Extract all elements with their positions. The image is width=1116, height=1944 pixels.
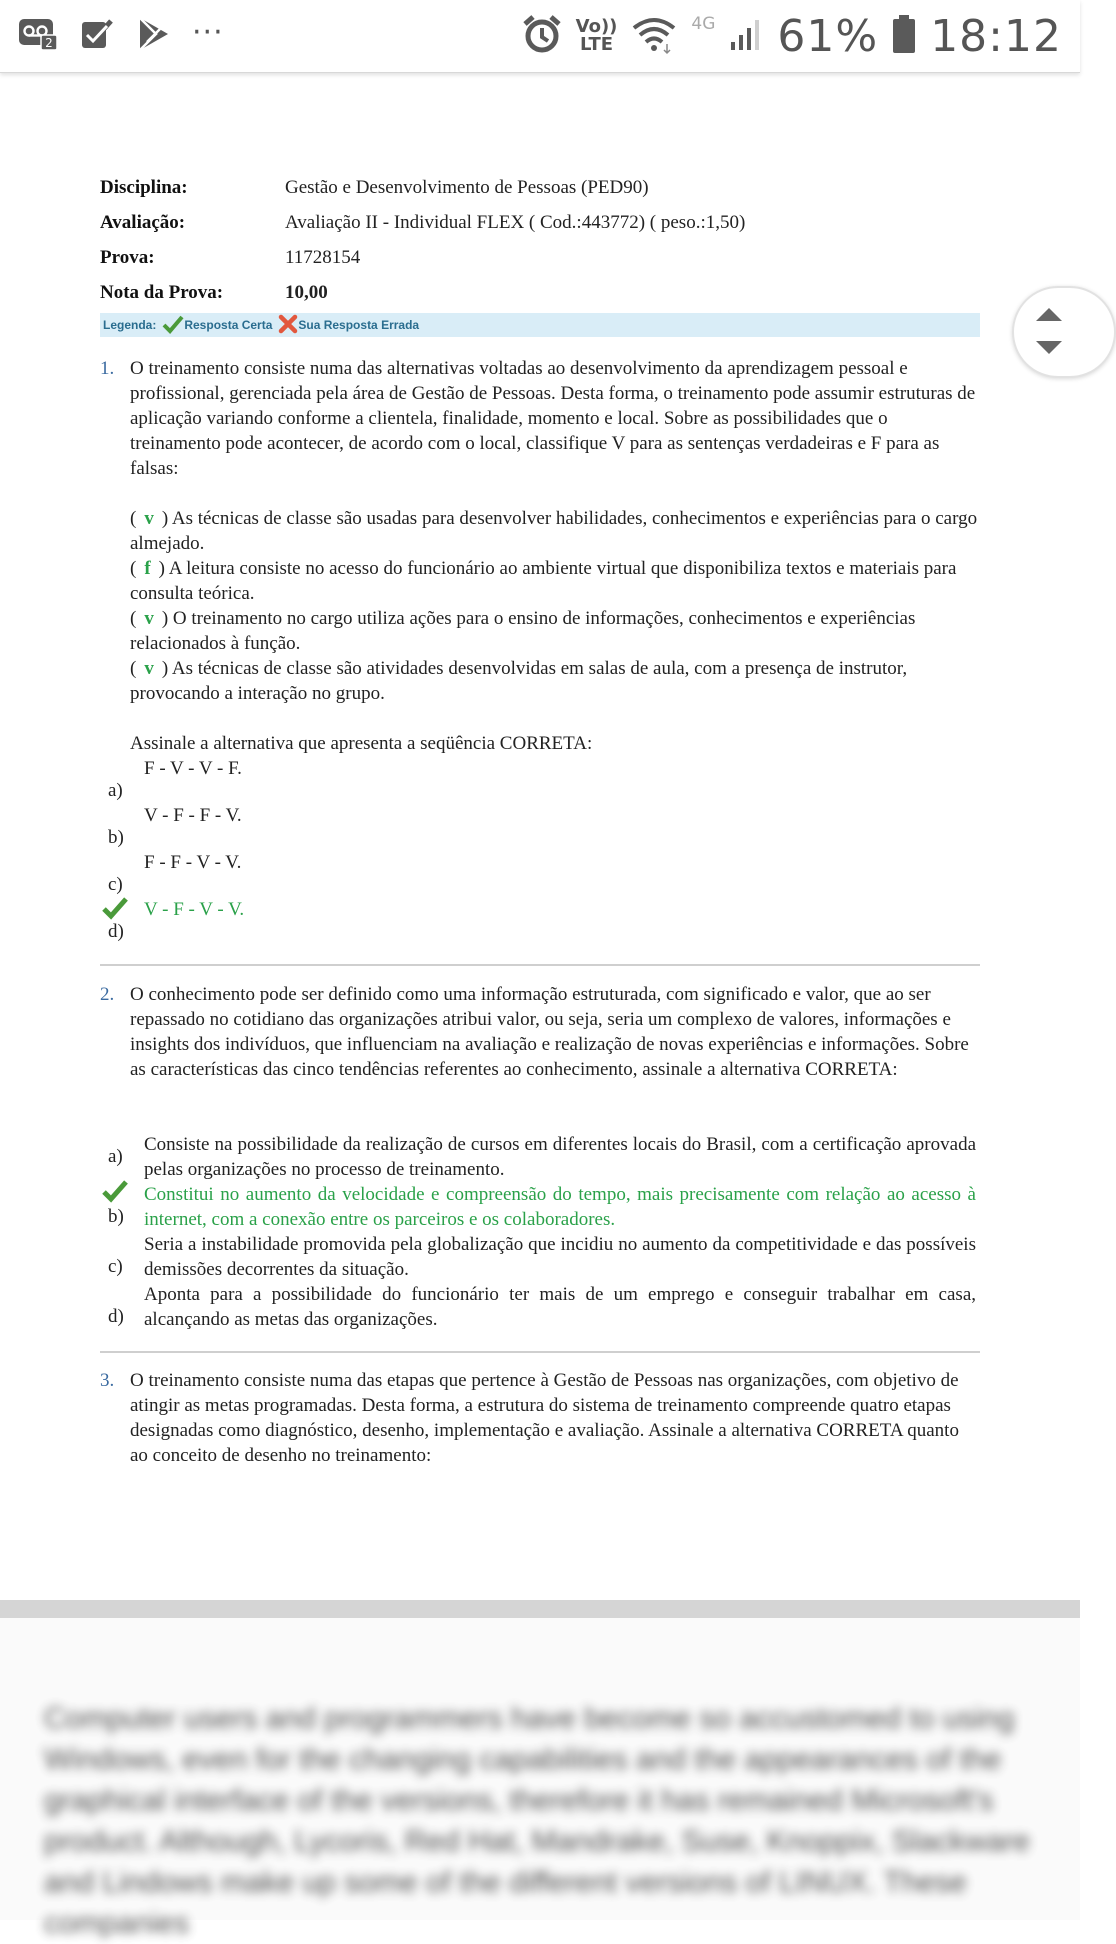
exam-info-table [100, 170, 745, 310]
statement-mark: v [144, 508, 154, 529]
question-1 [100, 356, 980, 942]
statement-item: ( v ) As técnicas de classe são atividades desenvolvidas em salas de aula, com a presença de instrutor, provocando a interação no grupo. [130, 658, 908, 704]
alternative-text: F - F - V - V. [144, 852, 242, 873]
task-check-icon [80, 17, 114, 55]
alternative-b [100, 1182, 980, 1232]
alternative-letter: b) [108, 1206, 124, 1227]
alternative-text: Aponta para a possibilidade do funcionário ter mais de um emprego e conseguir trabalhar em casa, alcançando as metas das organizações. [144, 1284, 976, 1330]
alternative-text: Seria a instabilidade promovida pela globalização que incidiu no aumento da competitividade e das possíveis demissões decorrentes da situação. [144, 1234, 976, 1280]
question-divider [100, 1351, 980, 1353]
play-store-icon [136, 16, 170, 56]
info-row-prova [100, 240, 745, 275]
legend-bar [100, 313, 980, 337]
question-3 [100, 1368, 980, 1468]
question-number: 2. [100, 984, 115, 1005]
question-text: O treinamento consiste numa das etapas que pertence à Gestão de Pessoas nas organizações, com objetivo de atingir as metas programadas. Desta forma, a estrutura do sistema de treinamento compreende quatro etapas designadas como diagnóstico, desenho, implementação e avaliação. Assinale a alternativa CORRETA quanto ao conceito de desenho no treinamento: [130, 1370, 959, 1466]
status-bar-notifications [18, 14, 224, 58]
alternative-letter: a) [108, 1146, 123, 1167]
blurred-preview-panel [0, 1618, 1080, 1940]
alternative-text: V - F - V - V. [144, 899, 245, 920]
battery-percent: 61% [777, 10, 879, 62]
clock: 18:12 [930, 10, 1062, 62]
statement-item: ( v ) As técnicas de classe são usadas para desenvolver habilidades, conhecimentos e experiências para o cargo almejado. [130, 508, 978, 554]
info-row-nota [100, 275, 745, 310]
status-bar [0, 0, 1080, 73]
alternative-letter: c) [108, 874, 123, 895]
statement-text: A leitura consiste no acesso do funcionário ao ambiente virtual que disponibiliza textos e materiais para consulta teórica. [130, 558, 957, 604]
nota-label: Nota da Prova: [100, 281, 224, 303]
volte-line2: LTE [579, 34, 614, 55]
panel-separator [0, 1600, 1080, 1618]
statement-text: As técnicas de classe são atividades desenvolvidas em salas de aula, com a presença de instrutor, provocando a interação no grupo. [130, 658, 908, 704]
correct-check-icon [162, 315, 184, 336]
disciplina-label: Disciplina: [100, 176, 188, 198]
volte-indicator [576, 18, 618, 54]
scroll-control [1012, 286, 1116, 378]
question-number: 1. [100, 358, 115, 379]
info-row-disciplina [100, 170, 745, 205]
info-row-avaliacao [100, 205, 745, 240]
question-2 [100, 982, 980, 1330]
alternative-letter: c) [108, 1256, 123, 1277]
alternative-text: Constitui no aumento da velocidade e compreensão do tempo, mais precisamente com relação ao acesso à internet, com a conexão entre os parceiros e os colaboradores. [144, 1184, 976, 1230]
alternative-b [100, 803, 980, 850]
disciplina-value: Gestão e Desenvolvimento de Pessoas (PED90) [285, 176, 649, 198]
alternative-c [100, 1232, 980, 1282]
wifi-icon [631, 14, 677, 58]
voicemail-count: 2 [45, 36, 53, 50]
question-prompt: Assinale a alternativa que apresenta a seqüência CORRETA: [130, 733, 593, 754]
statement-text: As técnicas de classe são usadas para desenvolver habilidades, conhecimentos e experiências para o cargo almejado. [130, 508, 978, 554]
alternative-letter: d) [108, 921, 124, 942]
alternative-d [100, 897, 980, 944]
question-text: O conhecimento pode ser definido como uma informação estruturada, com significado e valor, que ao ser repassado no cotidiano das organizações atribui valor, ou seja, seria um complexo de valores, informações e insights dos indivíduos, que influenciam na avaliação e realização de novas experiências e informações. Sobre as características das cinco tendências referentes ao conhecimento, assinale a alternativa CORRETA: [130, 984, 969, 1080]
alternative-a [100, 1132, 980, 1182]
alternative-text: F - V - V - F. [144, 758, 242, 779]
statement-text: O treinamento no cargo utiliza ações para o ensino de informações, conhecimentos e experiências relacionados à função. [130, 608, 916, 654]
exam-header [100, 170, 980, 310]
statement-item: ( v ) O treinamento no cargo utiliza ações para o ensino de informações, conhecimentos e experiências relacionados à função. [130, 608, 916, 654]
alternative-a [100, 756, 980, 803]
alternative-letter: a) [108, 780, 123, 801]
signal-icon [729, 16, 763, 56]
alternative-d [100, 1282, 980, 1332]
scroll-up-icon[interactable] [1036, 308, 1062, 321]
wrong-x-icon [278, 315, 298, 336]
alarm-icon [522, 14, 562, 58]
legend-wrong: Sua Resposta Errada [298, 318, 420, 332]
alternative-c [100, 850, 980, 897]
statement-mark: v [144, 608, 154, 629]
status-bar-system [522, 10, 1062, 62]
question-divider [100, 964, 980, 966]
statement-mark: f [144, 558, 151, 579]
scroll-down-icon[interactable] [1036, 341, 1062, 354]
volte-line1: Vo)) [575, 16, 618, 37]
prova-value: 11728154 [285, 246, 361, 268]
statement-mark: v [144, 658, 154, 679]
alternative-text: Consiste na possibilidade da realização de cursos em diferentes locais do Brasil, com a certificação aprovada pelas organizações no processo de treinamento. [144, 1134, 976, 1180]
battery-icon [892, 14, 916, 58]
network-type: 4G [691, 14, 716, 34]
more-dots-icon: ··· [192, 14, 224, 50]
alternative-letter: d) [108, 1306, 124, 1327]
avaliacao-value: Avaliação II - Individual FLEX ( Cod.:443772) ( peso.:1,50) [285, 211, 746, 233]
prova-label: Prova: [100, 246, 155, 268]
question-text: O treinamento consiste numa das alternativas voltadas ao desenvolvimento da aprendizagem pessoal e profissional, gerenciada pela área de Gestão de Pessoas. Desta forma, o treinamento pode assumir estruturas de aplicação variando conforme a clientela, finalidade, momento e local. Sobre as possibilidades que o treinamento pode acontecer, de acordo com o local, classifique V para as sentenças verdadeiras e F para as falsas: [130, 358, 976, 479]
legend-correct: Resposta Certa [184, 318, 273, 332]
blurred-preview-text: Computer users and programmers have become so accustomed to using Windows, even for the changing capabilities and the appearances of the graphical interface of the versions, therefore it has remained Microsoft's product. Although, Lycoris, Red Hat, Mandrake, Suse, Knoppix, Slackware and Lindows make up some of the different versions of LINUX. These companies [44, 1702, 1031, 1940]
voicemail-icon [18, 17, 58, 55]
alternative-text: V - F - F - V. [144, 805, 242, 826]
statement-item: ( f ) A leitura consiste no acesso do funcionário ao ambiente virtual que disponibiliza textos e materiais para consulta teórica. [130, 558, 957, 604]
question-number: 3. [100, 1370, 115, 1391]
nota-value: 10,00 [285, 281, 328, 303]
avaliacao-label: Avaliação: [100, 211, 186, 233]
legend-label: Legenda: [103, 318, 157, 332]
alternative-letter: b) [108, 827, 124, 848]
